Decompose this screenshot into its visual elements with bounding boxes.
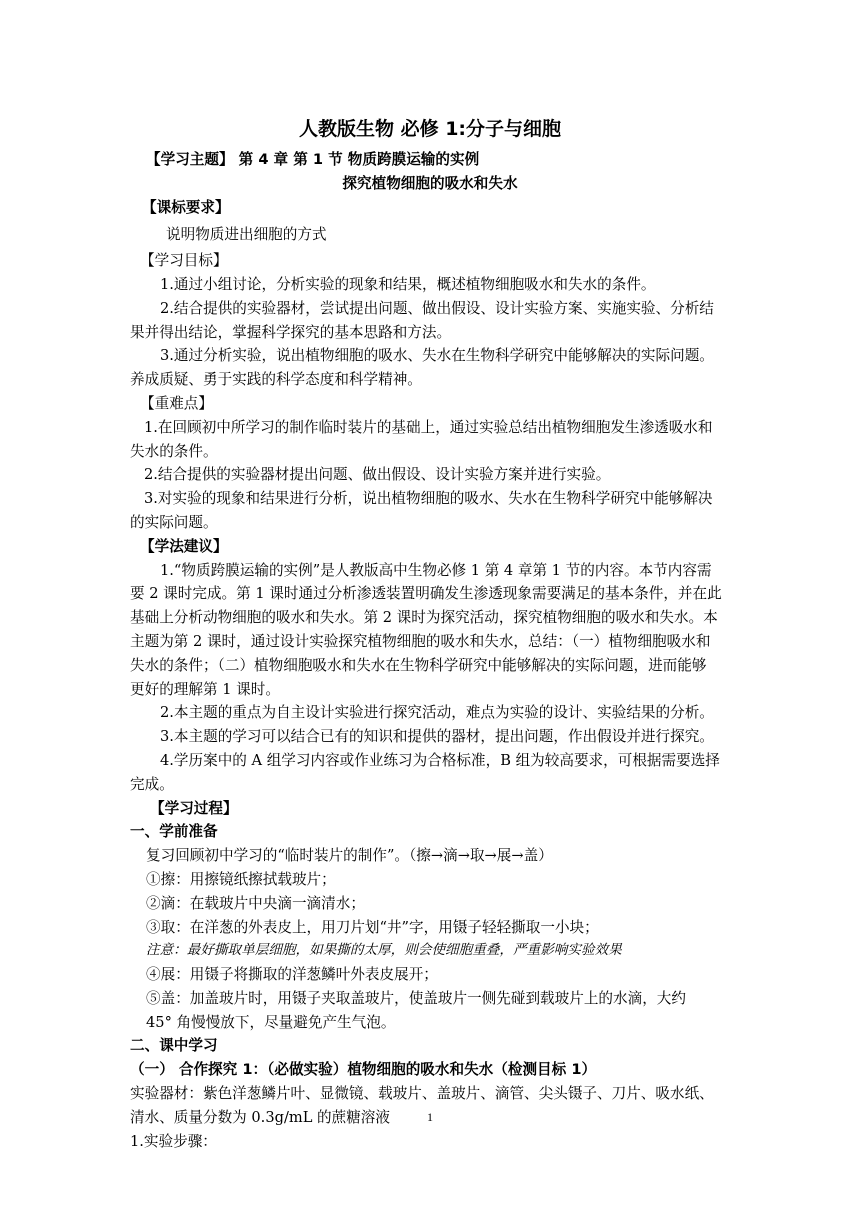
text-line: 探究植物细胞的吸水和失水 [342,174,518,192]
text-line: 45° 角慢慢放下，尽量避免产生气泡。 [146,1013,396,1031]
text-line: ①擦：用擦镜纸擦拭载玻片； [146,870,336,888]
text-line: 一、学前准备 [130,823,218,841]
text-line: 的实际问题。 [130,513,218,531]
text-line: 3.本主题的学习可以结合已有的知识和提供的器材，提出问题，作出假设并进行探究。 [160,728,714,746]
text-line: 2.结合提供的实验器材提出问题、做出假设、设计实验方案并进行实验。 [144,466,611,484]
text-line: 要 2 课时完成。第 1 课时通过分析渗透装置明确发生渗透现象需要满足的基本条件，并在此 [130,585,722,603]
text-line: 失水的条件；（二）植物细胞吸水和失水在生物科学研究中能够解决的实际问题，进而能够 [130,656,707,674]
text-line: （一） 合作探究 1：（必做实验）植物细胞的吸水和失水（检测目标 1） [130,1061,597,1079]
text-line: 二、课中学习 [130,1037,218,1055]
page-number: 1 [427,1110,433,1124]
text-line: 【学习目标】 [140,252,228,270]
text-line: 【重难点】 [140,394,213,412]
document-body [130,148,730,1153]
text-line: 主题为第 2 课时，通过设计实验探究植物细胞的吸水和失水，总结：（一）植物细胞吸水和 [130,632,711,650]
text-line: 2.本主题的重点为自主设计实验进行探究活动，难点为实验的设计、实验结果的分析。 [160,704,714,722]
text-line: 养成质疑、勇于实践的科学态度和科学精神。 [130,371,422,389]
text-line: 完成。 [130,775,174,793]
text-line: 4.学历案中的 A 组学习内容或作业练习为合格标准，B 组为较高要求，可根据需要选择 [160,751,720,769]
text-line: 注意：最好撕取单层细胞，如果撕的太厚，则会使细胞重叠，严重影响实验效果 [146,942,622,959]
text-line: 1.实验步骤： [130,1132,217,1150]
text-line: 清水、质量分数为 0.3g/mL 的蔗糖溶液 [130,1108,390,1126]
text-line: 【学习主题】 第 4 章 第 1 节 物质跨膜运输的实例 [146,151,480,168]
text-line: 实验器材：紫色洋葱鳞片叶、显微镜、载玻片、盖玻片、滴管、尖头镊子、刀片、吸水纸、 [130,1085,714,1103]
text-line: 1.通过小组讨论，分析实验的现象和结果，概述植物细胞吸水和失水的条件。 [160,275,656,293]
text-line: 【课标要求】 [142,198,230,216]
text-line: ②滴：在载玻片中央滴一滴清水； [146,894,365,912]
text-line: 【学法建议】 [140,537,228,555]
text-line: ④展：用镊子将撕取的洋葱鳞叶外表皮展开； [146,966,438,984]
text-line: 1.在回顾初中所学习的制作临时装片的基础上，通过实验总结出植物细胞发生渗透吸水和 [144,418,713,436]
text-line: 更好的理解第 1 课时。 [130,680,280,698]
document-title: 人教版生物 必修 1:分子与细胞 [298,118,562,140]
text-line: 3.对实验的现象和结果进行分析，说出植物细胞的吸水、失水在生物科学研究中能够解决 [144,490,713,508]
text-line: 基础上分析动物细胞的吸水和失水。第 2 课时为探究活动，探究植物细胞的吸水和失水。本 [130,609,718,627]
text-line: 3.通过分析实验，说出植物细胞的吸水、失水在生物科学研究中能够解决的实际问题。 [160,347,714,365]
text-line: 失水的条件。 [130,442,218,460]
text-line: ③取：在洋葱的外表皮上，用刀片划“井”字，用镊子轻轻撕取一小块； [146,918,599,936]
text-line: 【学习过程】 [150,799,238,817]
text-line: 果并得出结论，掌握科学探究的基本思路和方法。 [130,323,452,341]
text-line: 说明物质进出细胞的方式 [166,226,327,244]
text-line: 2.结合提供的实验器材，尝试提出问题、做出假设、设计实验方案、实施实验、分析结 [160,299,714,317]
text-line: 1.“物质跨膜运输的实例”是人教版高中生物必修 1 第 4 章第 1 节的内容。本节内容需 [160,561,712,579]
text-line: 复习回顾初中学习的“临时装片的制作”。（擦→滴→取→展→盖） [146,847,553,865]
text-line: ⑤盖：加盖玻片时，用镊子夹取盖玻片，使盖玻片一侧先碰到载玻片上的水滴，大约 [146,989,686,1007]
